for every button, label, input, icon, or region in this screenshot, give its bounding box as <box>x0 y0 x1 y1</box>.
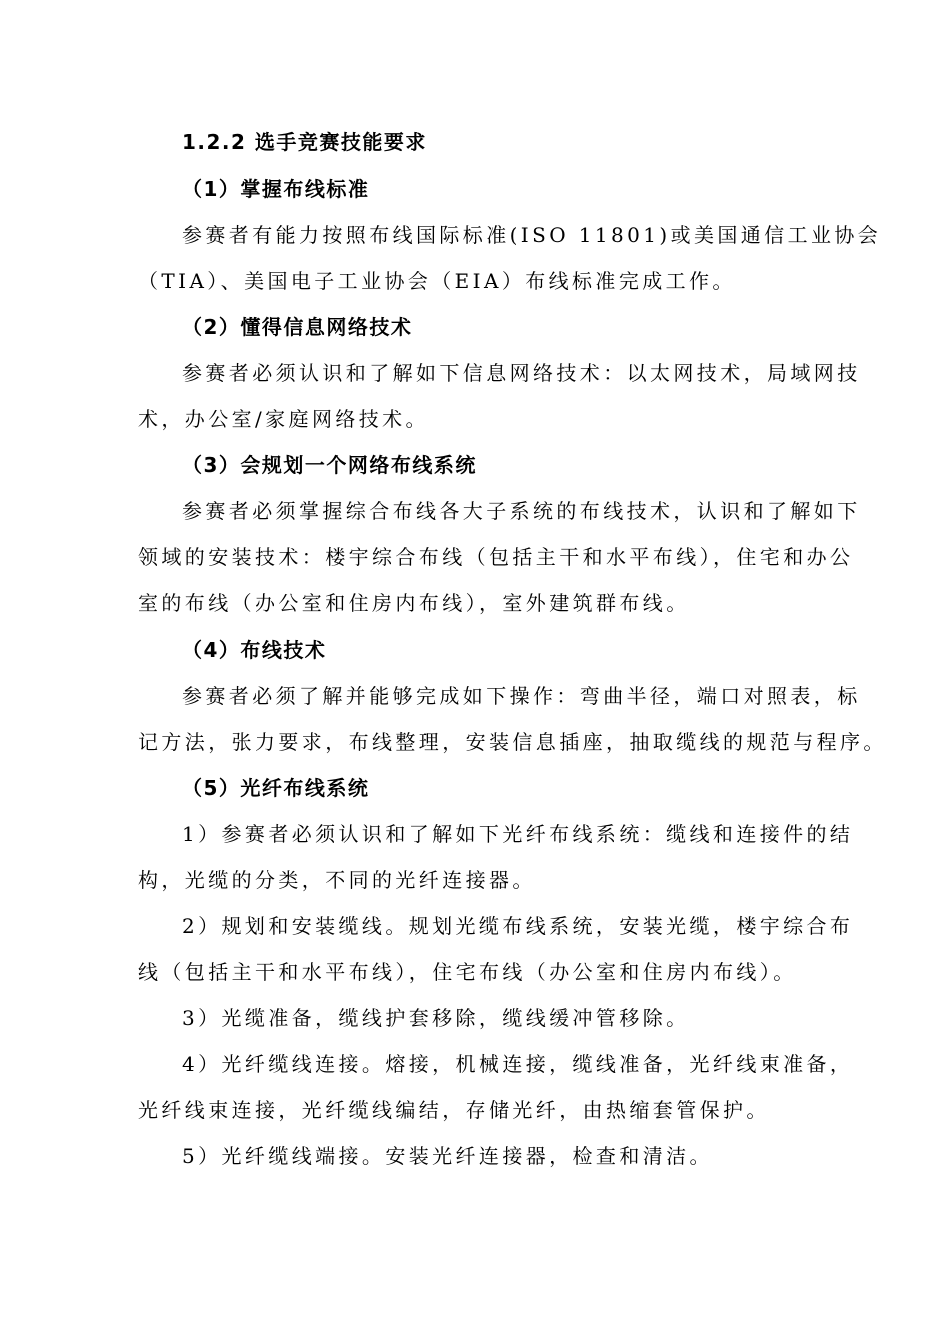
paragraph-line: 参赛者有能力按照布线国际标准(ISO 11801)或美国通信工业协会 <box>182 223 882 247</box>
paragraph-line: （TIA）、美国电子工业协会（EIA）布线标准完成工作。 <box>138 269 736 293</box>
paragraph-line: 3）光缆准备，缆线护套移除，缆线缓冲管移除。 <box>182 1006 690 1030</box>
paragraph-line: 参赛者必须认识和了解如下信息网络技术：以太网技术，局域网技 <box>182 361 861 385</box>
subsection-heading-3: （3）会规划一个网络布线系统 <box>182 453 477 477</box>
subsection-heading-1: （1）掌握布线标准 <box>182 177 370 201</box>
paragraph-line: 5）光纤缆线端接。安装光纤连接器，检查和清洁。 <box>182 1144 713 1168</box>
paragraph-line: 参赛者必须了解并能够完成如下操作：弯曲半径，端口对照表，标 <box>182 684 861 708</box>
paragraph-line: 光纤线束连接，光纤缆线编结，存储光纤，由热缩套管保护。 <box>138 1098 770 1122</box>
paragraph-line: 4）光纤缆线连接。熔接，机械连接，缆线准备，光纤线束准备， <box>182 1052 854 1076</box>
paragraph-line: 室的布线（办公室和住房内布线），室外建筑群布线。 <box>138 591 690 615</box>
paragraph-line: 2）规划和安装缆线。规划光缆布线系统，安装光缆，楼宇综合布 <box>182 914 854 938</box>
paragraph-line: 领域的安装技术：楼宇综合布线（包括主干和水平布线），住宅和办公 <box>138 545 854 569</box>
paragraph-line: 术，办公室/家庭网络技术。 <box>138 407 429 431</box>
paragraph-line: 构，光缆的分类，不同的光纤连接器。 <box>138 868 536 892</box>
paragraph-line: 线（包括主干和水平布线），住宅布线（办公室和住房内布线）。 <box>138 960 797 984</box>
subsection-heading-5: （5）光纤布线系统 <box>182 776 370 800</box>
paragraph-line: 记方法，张力要求，布线整理，安装信息插座，抽取缆线的规范与程序。 <box>138 730 887 754</box>
subsection-heading-4: （4）布线技术 <box>182 638 327 662</box>
section-title: 1.2.2 选手竞赛技能要求 <box>182 130 427 154</box>
paragraph-line: 1）参赛者必须认识和了解如下光纤布线系统：缆线和连接件的结 <box>182 822 854 846</box>
subsection-heading-2: （2）懂得信息网络技术 <box>182 315 413 339</box>
paragraph-line: 参赛者必须掌握综合布线各大子系统的布线技术，认识和了解如下 <box>182 499 861 523</box>
